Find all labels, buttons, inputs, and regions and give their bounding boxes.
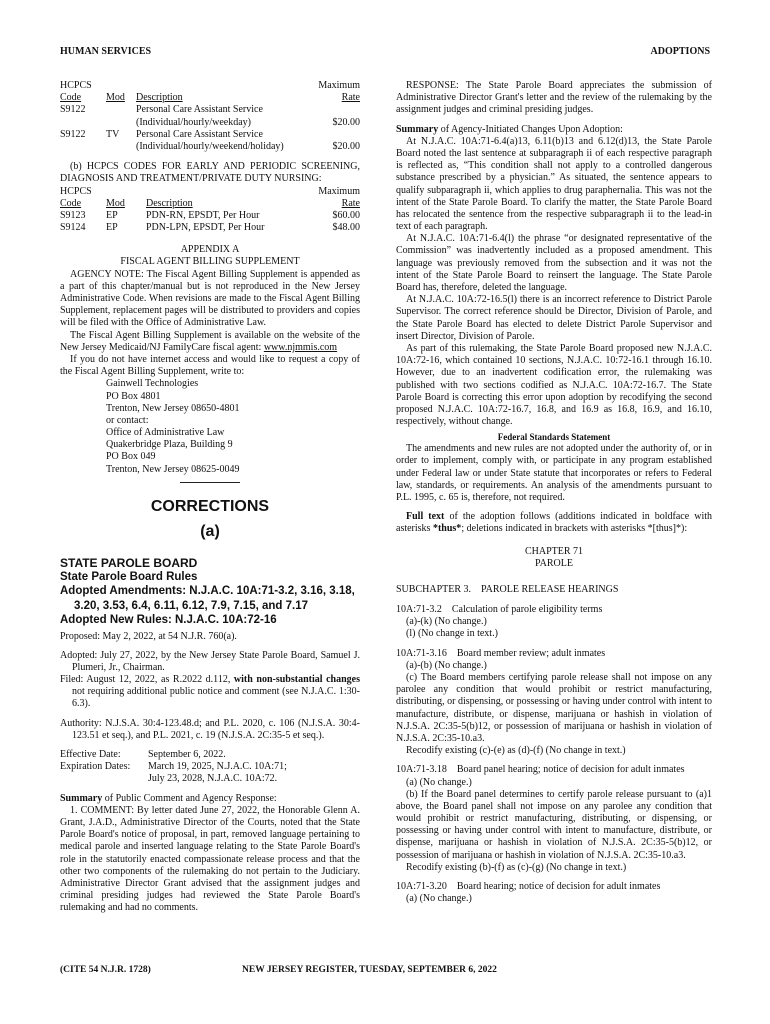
- effective-dates: Effective Date: September 6, 2022. Expiration Dates: March 19, 2025, N.J.A.C. 10A:71; July 23, 2028, N.J.A.C. 10A:72.: [60, 749, 287, 785]
- proposed-line: Proposed: May 2, 2022, at 54 N.J.R. 760(a).: [60, 630, 237, 642]
- pdn-rate-table: [60, 186, 360, 235]
- adopted-line: Adopted: July 27, 2022, by the New Jersey State Parole Board, Samuel J. Plumeri, Jr., Chairman.: [60, 649, 360, 673]
- table-head: Maximum: [318, 185, 360, 197]
- supplement-availability: The Fiscal Agent Billing Supplement is available on the website of the New Jersey Medicaid/NJ FamilyCare fiscal agent: www.njmmis.com: [60, 329, 360, 353]
- running-head: [60, 46, 710, 60]
- agency-name: STATE PAROLE BOARD: [60, 555, 198, 570]
- adopted-amendments: Adopted Amendments: N.J.A.C. 10A:71-3.2, 3.16, 3.18, 3.20, 3.53, 6.4, 6.11, 6.12, 7.9, 7.15, and 7.17: [60, 585, 355, 612]
- table-head: Code: [60, 197, 82, 209]
- agency-change-para: At N.J.A.C. 10A:71-6.4(a)13, 6.11(b)13 and 6.12(d)13, the State Parole Board noted the last sentence at subparagraph ii of each respective paragraph is reflected as, “This condition shall not apply to a controlled dangerous substance prescribed by a physician.” As situated, the sentence appears to qualify subparagraph ii, which applies to drug paraphernalia. This was not the intent of the State Parole Board. To clarify the matter, the State Parole Board has relocated the sentence from the respective subparagraph ii to the lead-in text of each paragraph.: [396, 135, 712, 233]
- subchapter-heading: SUBCHAPTER 3. PAROLE RELEASE HEARINGS: [396, 583, 619, 595]
- table-head: Code: [60, 92, 82, 104]
- fiscal-agent-link[interactable]: www.njmmis.com: [263, 341, 338, 353]
- page-citation: (CITE 54 N.J.R. 1728): [60, 965, 151, 975]
- table-row: S9122 TV Personal Care Assistant Service (Individual/hourly/weekend/holiday) $20.00: [60, 128, 360, 152]
- rule-section: 10A:71-3.20 Board hearing; notice of decision for adult inmates (a) (No change.): [396, 881, 712, 905]
- table-head: Mod: [106, 92, 125, 104]
- epsdt-intro: (b) HCPCS CODES FOR EARLY AND PERIODIC SCREENING, DIAGNOSIS AND TREATMENT/PRIVATE DUTY NURSING:: [60, 161, 360, 185]
- rules-title: State Parole Board Rules: [60, 571, 198, 584]
- table-head: Maximum: [318, 80, 360, 91]
- register-issue: NEW JERSEY REGISTER, TUESDAY, SEPTEMBER 6, 2022: [242, 965, 497, 975]
- agency-change-para: At N.J.A.C. 10A:72-16.5(l) there is an incorrect reference to District Parole Supervisor. The correct reference should be Director, Division of Parole, and the State Parole Board has elected to delete District Parole Supervisor and insert Director, Division of Parole.: [396, 294, 712, 342]
- right-column: [396, 80, 712, 905]
- table-head: Description: [146, 197, 193, 209]
- appendix-title: APPENDIX A: [180, 244, 240, 256]
- adopted-new-rules: Adopted New Rules: N.J.A.C. 10A:72-16: [60, 613, 277, 626]
- chapter-heading: CHAPTER 71 PAROLE: [524, 545, 584, 569]
- summary-public-comment: Summary of Public Comment and Agency Response:: [60, 792, 277, 804]
- running-head-left: HUMAN SERVICES: [60, 46, 152, 57]
- table-head: Rate: [341, 197, 360, 209]
- rule-heading: 10A:71-3.2 Calculation of parole eligibility terms: [396, 604, 603, 616]
- section-divider: [180, 482, 240, 483]
- rule-section: 10A:71-3.2 Calculation of parole eligibility terms (a)-(k) (No change.) (l) (No change in text.): [396, 604, 712, 641]
- full-text-note: Full text of the adoption follows (additions indicated in boldface with asterisks *thus*; deletions indicated in brackets with asterisks *[thus]*):: [396, 511, 713, 535]
- rule-section: 10A:71-3.16 Board member review; adult inmates (a)-(b) (No change.) (c) The Board members certifying parole release shall not impose on any parolee any condition that would prohibit or restrict manufacturing, distributing, or dispensing, or possessing or having under control with intent to manufacture, distribute, or dispense, marijuana or hashish in violation of N.J.S.A. 2C:35-5(b)12, or possession of marijuana or hashish in violation of N.J.S.A. 2C:35-10.a3. Recodify existing (c)-(e) as (d)-(f) (No change in text.): [396, 647, 712, 757]
- rule-heading: 10A:71-3.20 Board hearing; notice of decision for adult inmates: [396, 881, 661, 893]
- pca-rate-table: [60, 80, 360, 153]
- agency-change-para: At N.J.A.C. 10A:71-6.4(l) the phrase “or designated representative of the Commission” was inadvertently included as a proposed amendment. This language was previously removed from the subsection and it was not the intent of the State Parole Board to reinsert the language. The State Parole Board has, therefore, deleted the language.: [396, 233, 712, 293]
- authority-line: Authority: N.J.S.A. 30:4-123.48.d; and P.L. 2020, c. 106 (N.J.S.A. 30:4-123.51 et seq.), and P.L. 2021, c. 19 (N.J.S.A. 2C:35-5 et seq.).: [60, 717, 360, 741]
- agency-note: AGENCY NOTE: The Fiscal Agent Billing Supplement is appended as a part of this chapter/manual but is not reproduced in the New Jersey Administrative Code. When revisions are made to the Fiscal Agent Billing Supplement, replacement pages will be distributed to providers and copies will be filed with the Office of Administrative Law.: [60, 268, 360, 329]
- left-column: [60, 80, 360, 914]
- appendix-subtitle: FISCAL AGENT BILLING SUPPLEMENT: [120, 256, 300, 268]
- table-head: Mod: [106, 197, 125, 209]
- table-head: Rate: [341, 92, 360, 104]
- corrections-heading: CORRECTIONS: [150, 497, 270, 515]
- summary-agency-changes: Summary of Agency-Initiated Changes Upon Adoption:: [396, 123, 623, 135]
- comment-1: 1. COMMENT: By letter dated June 27, 2022, the Honorable Glenn A. Grant, J.A.D., Administrative Director of the Courts, noted that the State Parole Board's notice of proposal, in part, removed language pertaining to medical parole and inserted language relating to the State Parole Board's role in the statutorily enacted compassionate release process and that the other two components of the rulemaking do not pertain to the Judiciary. Administrative Director Grant advised that the assignment judges and criminal presiding judges had reviewed the State Parole Board's rulemaking and had no comments.: [60, 804, 360, 914]
- request-copy-text: If you do not have internet access and would like to request a copy of the Fiscal Agent Billing Supplement, write to:: [60, 353, 360, 378]
- filed-line: Filed: August 12, 2022, as R.2022 d.112, with non-substantial changes not requiring additional public notice and comment (see N.J.A.C. 1:30-6.3).: [60, 674, 360, 710]
- corrections-item-label: (a): [200, 523, 220, 541]
- federal-standards-text: The amendments and new rules are not adopted under the authority of, or in order to implement, comply with, or participate in any program established under Federal law or under State statute that incorporates or refers to Federal law, standards, or requirements. An analysis of the amendments pursuant to P.L. 1995, c. 65 is, therefore, not required.: [396, 443, 712, 503]
- rule-heading: 10A:71-3.16 Board member review; adult inmates: [396, 647, 606, 659]
- table-row: S9123 EP PDN-RN, EPSDT, Per Hour $60.00: [60, 209, 360, 221]
- running-head-right: ADOPTIONS: [650, 46, 710, 57]
- mailing-address: Gainwell Technologies PO Box 4801 Trenton, New Jersey 08650-4801 or contact: Office of Administrative Law Quakerbridge Plaza, Building 9 PO Box 049 Trenton, New Jersey 08625-0049: [106, 378, 240, 475]
- table-head: HCPCS: [60, 80, 92, 91]
- table-head: Description: [136, 92, 183, 104]
- table-row: S9124 EP PDN-LPN, EPSDT, Per Hour $48.00: [60, 222, 360, 234]
- rule-heading: 10A:71-3.18 Board panel hearing; notice of decision for adult inmates: [396, 764, 685, 776]
- federal-standards-heading: Federal Standards Statement: [497, 432, 611, 443]
- table-head: HCPCS: [60, 185, 92, 197]
- table-row: S9122 Personal Care Assistant Service (Individual/hourly/weekday) $20.00: [60, 104, 360, 128]
- agency-change-para: As part of this rulemaking, the State Parole Board proposed new N.J.A.C. 10A:72-16, which contained 10 sections, N.J.A.C. 10:72-16.1 through 16.10. However, due to an inadvertent codification error, the rulemaking was published with two sections codified as N.J.A.C. 10A:72-16.7. The State Parole Board is correcting this error upon adoption by recodifying the second proposed N.J.A.C. 10A:72-16.7, 16.8, and 16.9 as 16.8, 16.9, and 16.10, respectively, without change.: [396, 342, 712, 428]
- rule-section: 10A:71-3.18 Board panel hearing; notice of decision for adult inmates (a) (No change.) (b) If the Board panel determines to certify parole release pursuant to (a)1 above, the Board panel shall not impose on any parolee any condition that would prohibit or restrict manufacturing, distributing, or dispensing, or possessing or having under control with intent to manufacture, distribute, or dispense, marijuana or hashish in violation of N.J.S.A. 2C:35-5(b)12, or possession of marijuana or hashish in violation of N.J.S.A. 2C:35-10.a3. Recodify existing (b)-(f) as (c)-(g) (No change in text.): [396, 764, 712, 873]
- response-1: RESPONSE: The State Parole Board appreciates the submission of Administrative Director Grant's letter and the review of the rulemaking by the assignment judges and criminal presiding judges.: [396, 80, 712, 116]
